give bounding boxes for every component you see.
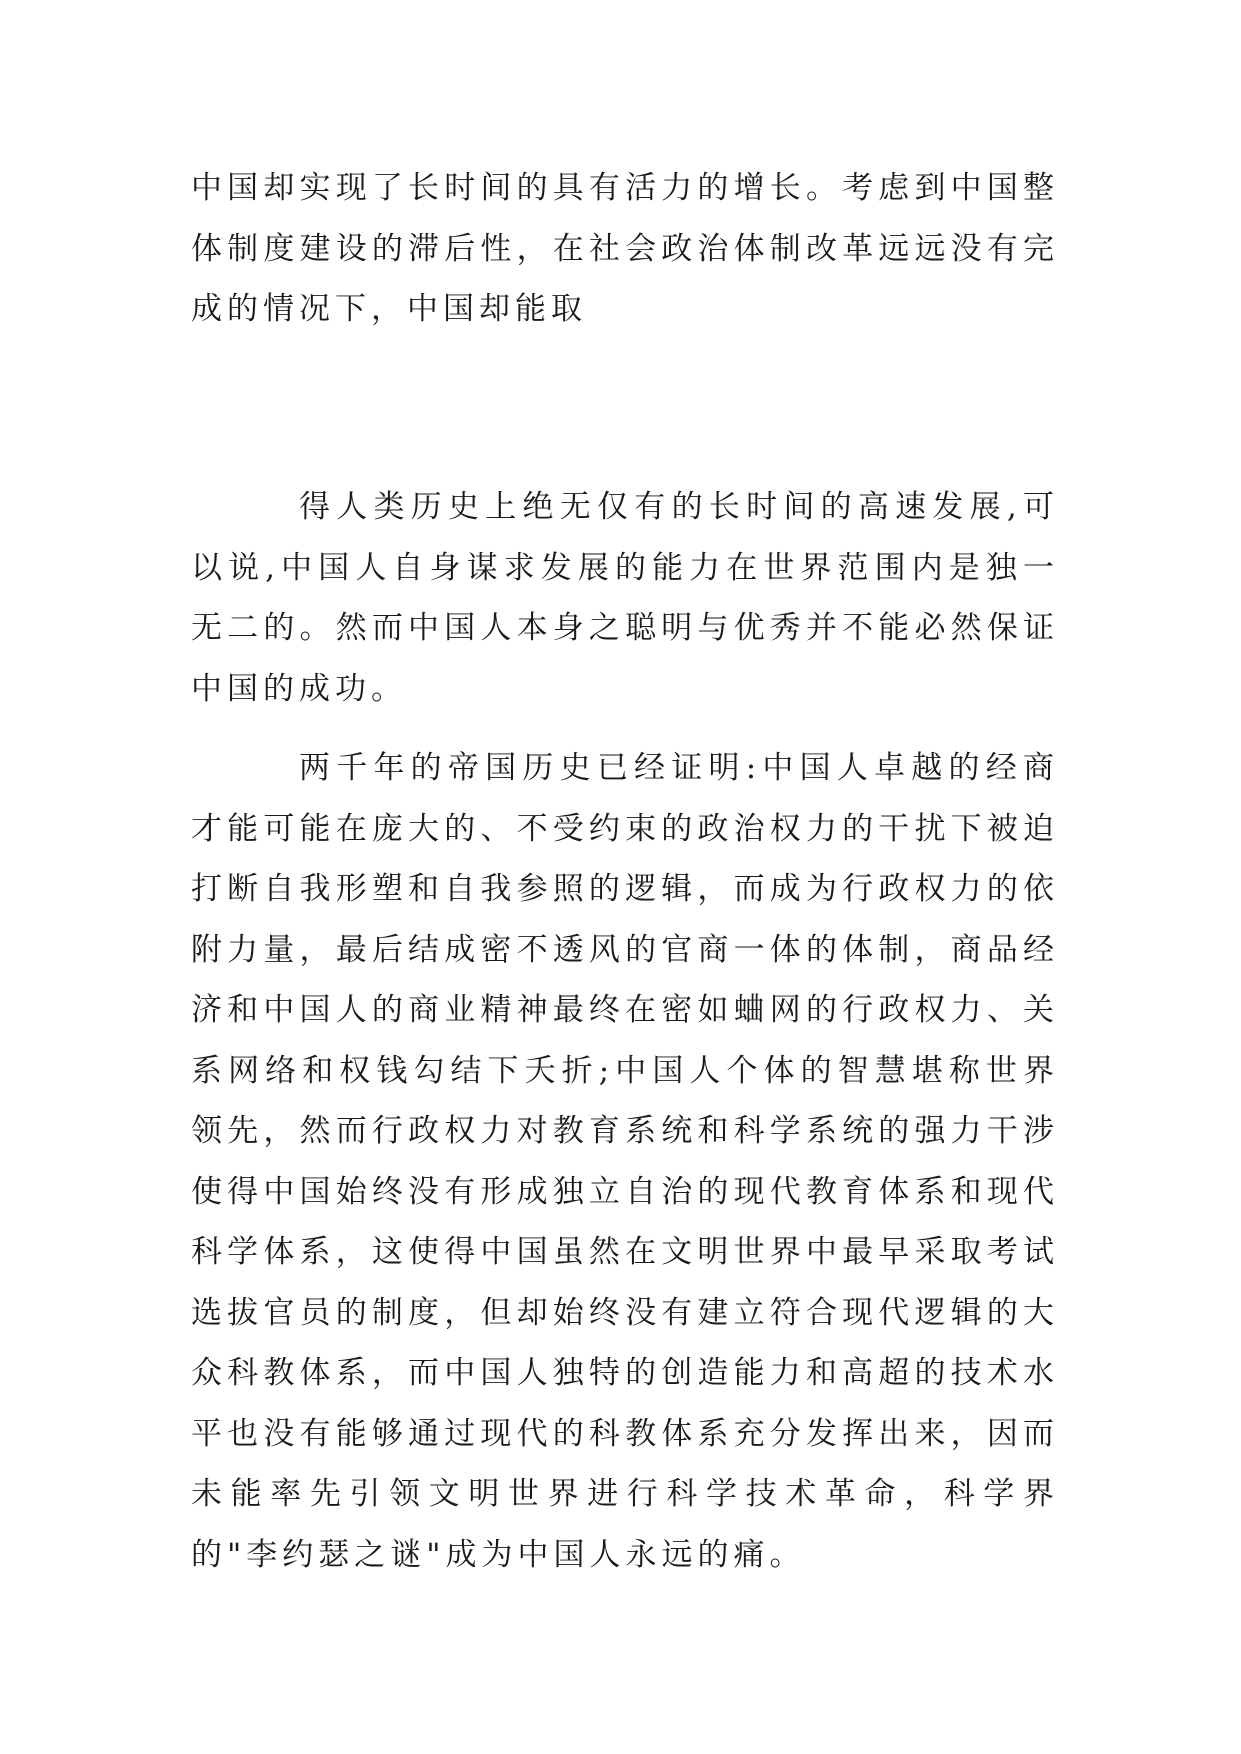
paragraph-2: 得人类历史上绝无仅有的长时间的高速发展,可以说,中国人自身谋求发展的能力在世界范围内是独一无二的。然而中国人本身之聪明与优秀并不能必然保证中国的成功。 xyxy=(191,489,1059,707)
paragraph-3: 两千年的帝国历史已经证明:中国人卓越的经商才能可能在庞大的、不受约束的政治权力的干扰下被迫打断自我形塑和自我参照的逻辑，而成为行政权力的依附力量，最后结成密不透风的官商一体的体制，商品经济和中国人的商业精神最终在密如蛐网的行政权力、关系网络和权钱勾结下夭折;中国人个体的智慧堪称世界领先，然而行政权力对教育系统和科学系统的强力干涉使得中国始终没有形成独立自治的现代教育体系和现代科学体系，这使得中国虽然在文明世界中最早采取考试选拔官员的制度，但却始终没有建立符合现代逻辑的大众科教体系，而中国人独特的创造能力和高超的技术水平也没有能够通过现代的科教体系充分发挥出来，因而未能率先引领文明世界进行科学技术革命，科学界的"李约瑟之谜"成为中国人永远的痛。 xyxy=(191,750,1059,1573)
paragraph-1: 中国却实现了长时间的具有活力的增长。考虑到中国整体制度建设的滞后性，在社会政治体制改革远远没有完成的情况下，中国却能取 xyxy=(191,170,1059,327)
